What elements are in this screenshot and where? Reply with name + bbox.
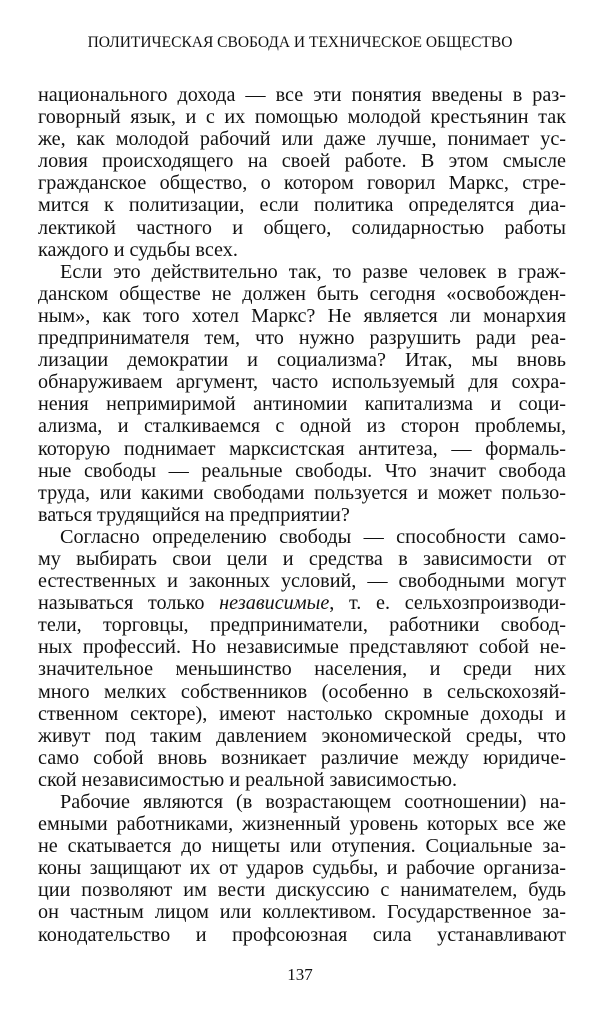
- text-line: ловия происходящего на своей работе. В этом смысле: [38, 150, 566, 173]
- text-line: ным», как того хотел Маркс? Не является ли монархия: [38, 304, 566, 327]
- page-body: [38, 84, 566, 946]
- text-line: данском обществе не должен быть сегодня «освобожден-: [38, 282, 566, 305]
- text-line: мится к политизации, если политика определятся диа-: [38, 194, 566, 217]
- text-line: живут под таким давлением экономической среды, что: [38, 724, 566, 747]
- text-line: Согласно определению свободы — способности само-: [60, 525, 566, 548]
- text-segment: , т. е. сельхозпроизводи-: [329, 592, 567, 615]
- text-line: национального дохода — все эти понятия введены в раз-: [38, 84, 566, 106]
- text-line: ской независимостью и реальной зависимостью.: [38, 768, 458, 791]
- text-line: предпринимателя тем, что нужно разрушить ради реа-: [38, 327, 566, 350]
- text-line: говорный язык, и с их помощью молодой крестьянин так: [38, 106, 566, 129]
- text-line-with-emphasis: [38, 592, 566, 614]
- emphasized-word: независимые: [219, 592, 330, 615]
- text-line: он частным лицом или коллективом. Государственное за-: [38, 901, 566, 924]
- text-line: лизации демократии и социализма? Итак, мы вновь: [38, 349, 566, 372]
- text-line: гражданское общество, о котором говорил Маркс, стре-: [38, 172, 566, 195]
- text-line: Рабочие являются (в возрастающем соотношении) на-: [60, 791, 566, 813]
- text-line: му выбирать свои цели и средства в зависимости от: [38, 547, 566, 570]
- text-line: коны защищают их от ударов судьбы, и рабочие организа-: [38, 857, 566, 880]
- text-line: ции позволяют им вести дискуссию с нанимателем, будь: [38, 879, 566, 902]
- paragraph-1: [38, 84, 566, 261]
- paragraph-2: [38, 261, 566, 526]
- text-line: обнаруживаем аргумент, часто используемый для сохра-: [38, 371, 566, 394]
- text-line: ных профессий. Но независимые представляют собой не-: [38, 636, 566, 659]
- text-line: каждого и судьбы всех.: [38, 238, 238, 261]
- text-line: естественных и законных условий, — свободными могут: [38, 570, 566, 593]
- page-number: 137: [287, 965, 313, 984]
- text-line: которую поднимает марксистская антитеза, — формаль-: [38, 437, 566, 460]
- text-line: труда, или какими свободами пользуется и может пользо-: [38, 481, 566, 504]
- text-line: значительное меньшинство населения, и среди них: [38, 658, 566, 681]
- text-line: ные свободы — реальные свободы. Что значит свобода: [38, 459, 566, 482]
- text-line: лектикой частного и общего, солидарностью работы: [38, 216, 566, 239]
- text-segment: называться только: [38, 592, 220, 615]
- text-line: ственном секторе), имеют настолько скромные доходы и: [38, 702, 566, 725]
- text-line: тели, торговцы, предприниматели, работники свобод-: [38, 614, 566, 637]
- text-line: само собой вновь возникает различие между юридиче-: [38, 746, 566, 769]
- text-line: не скатывается до нищеты или отупения. Социальные за-: [38, 835, 566, 858]
- paragraph-3: [38, 526, 566, 791]
- text-line: Если это действительно так, то разве человек в граж-: [60, 260, 566, 283]
- text-line: нения непримиримой антиномии капитализма и соци-: [38, 393, 566, 416]
- text-line: же, как молодой рабочий или даже лучше, понимает ус-: [38, 128, 566, 151]
- running-header: ПОЛИТИЧЕСКАЯ СВОБОДА И ТЕХНИЧЕСКОЕ ОБЩЕСТВО: [87, 34, 513, 51]
- text-line: много мелких собственников (особенно в сельскохозяй-: [38, 680, 566, 703]
- text-line: емными работниками, жизненный уровень которых все же: [38, 813, 566, 836]
- paragraph-4: [38, 791, 566, 946]
- text-line: ализма, и сталкиваемся с одной из сторон проблемы,: [38, 415, 566, 438]
- text-line: ваться трудящийся на предприятии?: [38, 503, 350, 526]
- text-line: конодательство и профсоюзная сила устанавливают: [38, 923, 566, 946]
